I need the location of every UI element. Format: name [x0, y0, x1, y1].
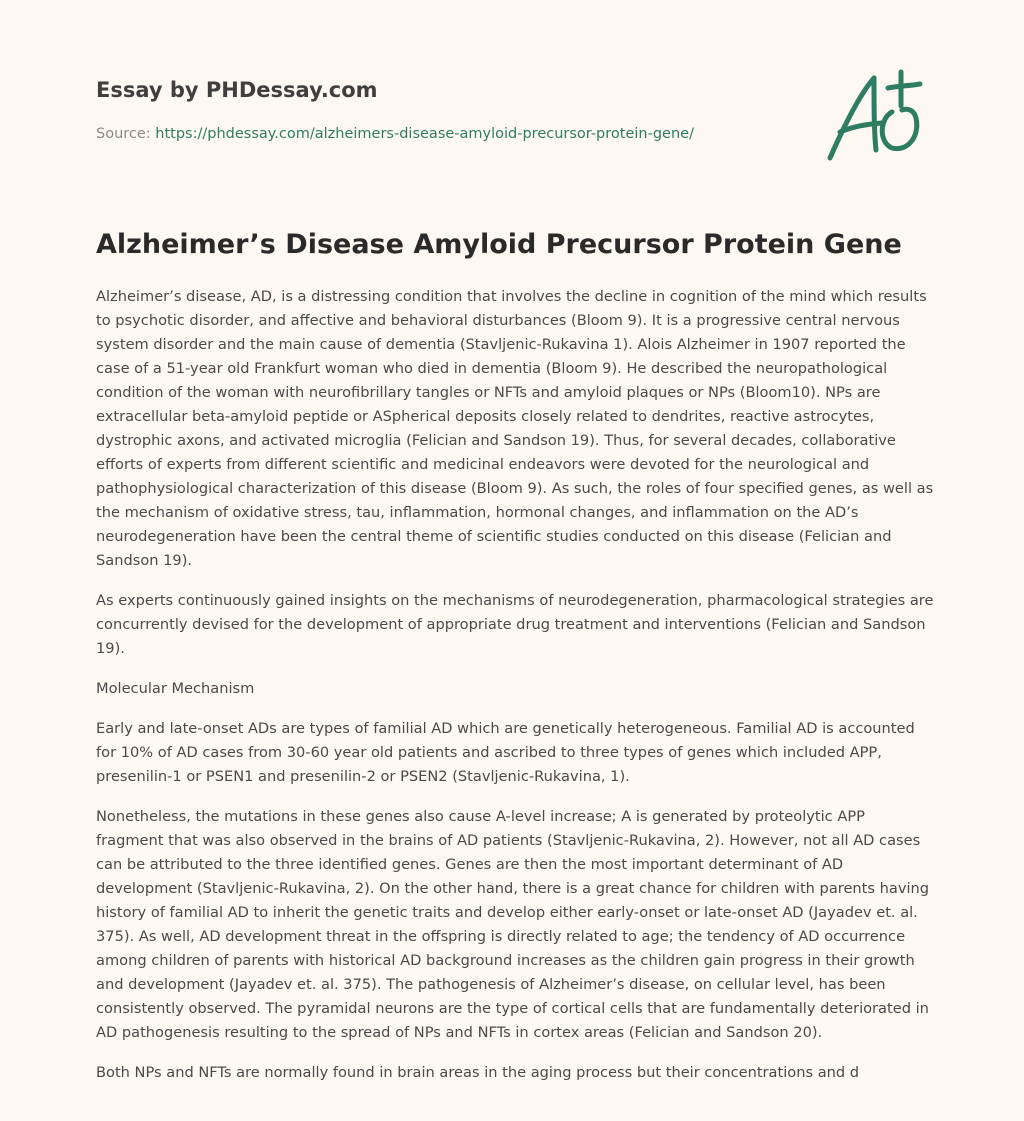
- paragraph: Alzheimer’s disease, AD, is a distressing condition that involves the decline in cognition of the mind which results to psychotic disorder, and affective and behavioral disturbances (Bloom 9). It is a progressive central nervous system disorder and the main cause of dementia (Stavljenic-Rukavina 1). Alois Alzheimer in 1907 reported the case of a 51-year old Frankfurt woman who died in dementia (Bloom 9). He described the neuropathological condition of the woman with neurofibrillary tangles or NFTs and amyloid plaques or NPs (Bloom10). NPs are extracellular beta-amyloid peptide or ASpherical deposits closely related to dendrites, reactive astrocytes, dystrophic axons, and activated microglia (Felician and Sandson 19). Thus, for several decades, collaborative efforts of experts from different scientific and medicinal endeavors were devoted for the neurological and pathophysiological characterization of this disease (Bloom 9). As such, the roles of four specified genes, as well as the mechanism of oxidative stress, tau, inflammation, hormonal changes, and inflammation on the AD’s neurodegeneration have been the central theme of scientific studies conducted on this disease (Felician and Sandson 19).: [96, 288, 934, 569]
- a-plus-logo-icon: [822, 66, 932, 166]
- site-brand: Essay by PHDessay.com: [96, 78, 378, 102]
- paragraph: Early and late-onset ADs are types of familial AD which are genetically heterogeneous. Familial AD is accounted for 10% of AD cases from 30-60 year old patients and ascribed to three types of genes which included APP, presenilin-1 or PSEN1 and presenilin-2 or PSEN2 (Stavljenic-Rukavina, 1).: [96, 720, 915, 785]
- article-body: [96, 285, 934, 1101]
- paragraph: As experts continuously gained insights on the mechanisms of neurodegeneration, pharmacological strategies are concurrently devised for the development of appropriate drug treatment and interventions (Felician and Sandson 19).: [96, 592, 934, 657]
- source-line: [96, 124, 796, 144]
- essay-header: [96, 76, 796, 144]
- source-link[interactable]: https://phdessay.com/alzheimers-disease-amyloid-precursor-protein-gene/: [155, 126, 694, 142]
- article-title: Alzheimer’s Disease Amyloid Precursor Protein Gene: [96, 229, 902, 260]
- source-label: Source:: [96, 126, 156, 142]
- paragraph: Both NPs and NFTs are normally found in brain areas in the aging process but their concentrations and d: [96, 1064, 860, 1081]
- paragraph: Nonetheless, the mutations in these genes also cause A-level increase; A is generated by proteolytic APP fragment that was also observed in the brains of AD patients (Stavljenic-Rukavina, 2). However, not all AD cases can be attributed to the three identified genes. Genes are then the most important determinant of AD development (Stavljenic-Rukavina, 2). On the other hand, there is a great chance for children with parents having history of familial AD to inherit the genetic traits and develop either early-onset or late-onset AD (Jayadev et. al. 375). As well, AD development threat in the offspring is directly related to age; the tendency of AD occurrence among children of parents with historical AD background increases as the children gain progress in their growth and development (Jayadev et. al. 375). The pathogenesis of Alzheimer’s disease, on cellular level, has been consistently observed. The pyramidal neurons are the type of cortical cells that are fundamentally deteriorated in AD pathogenesis resulting to the spread of NPs and NFTs in cortex areas (Felician and Sandson 20).: [96, 808, 930, 1041]
- section-heading: Molecular Mechanism: [96, 680, 255, 697]
